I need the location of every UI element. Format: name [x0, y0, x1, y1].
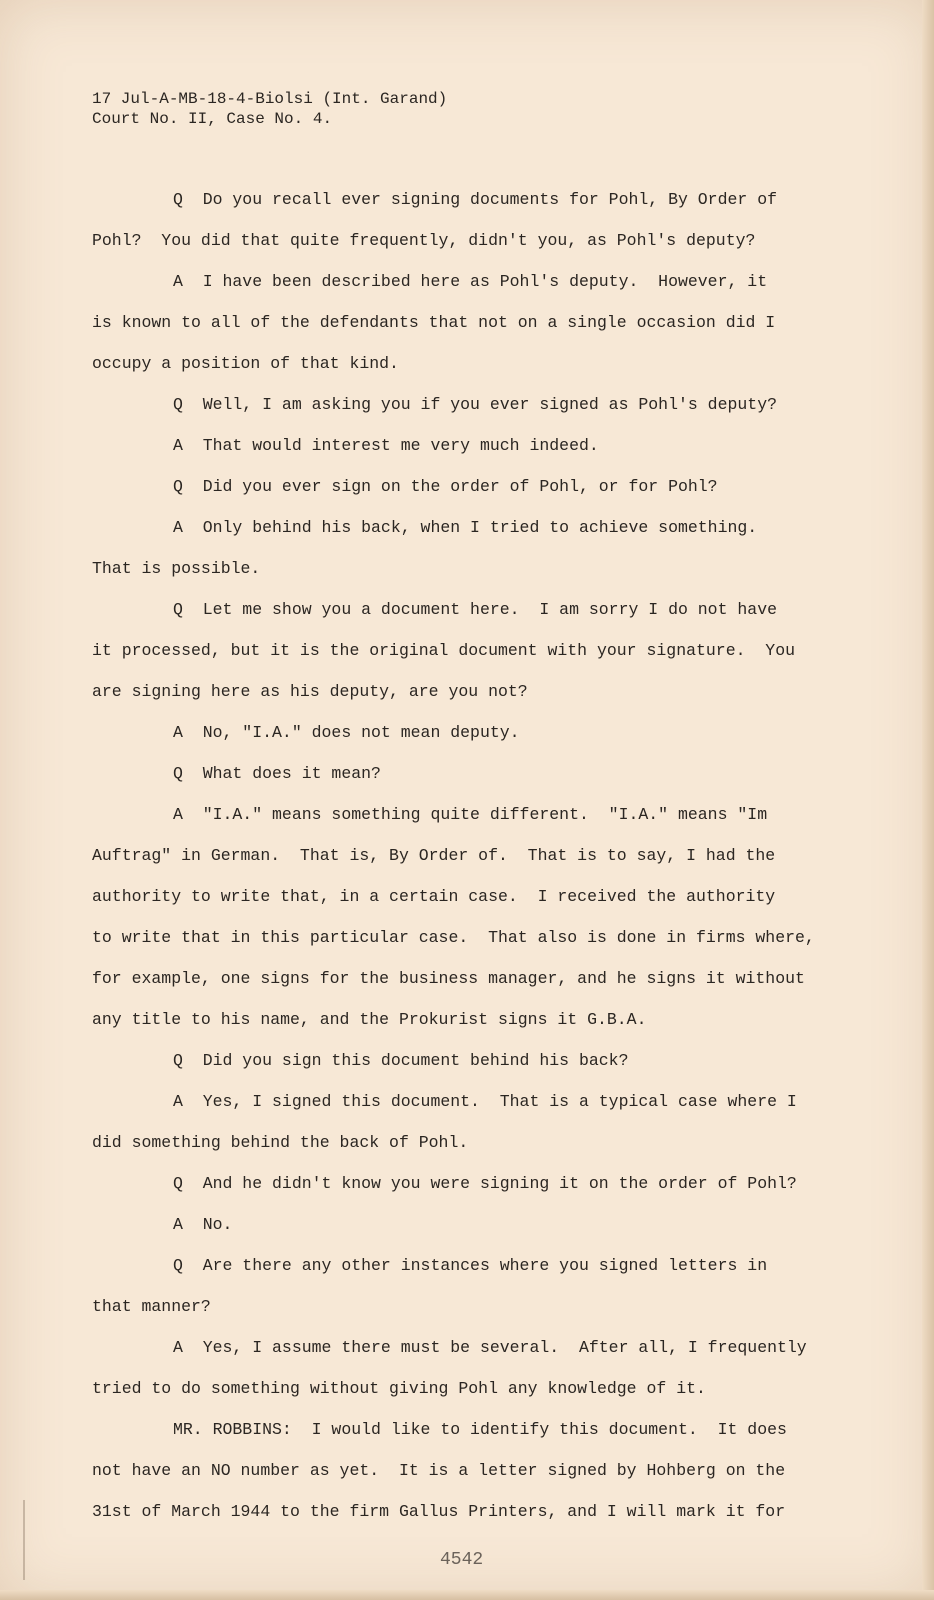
transcript-line: any title to his name, and the Prokurist signs it G.B.A. — [92, 1010, 647, 1029]
transcript-line: MR. ROBBINS: I would like to identify this document. It does — [173, 1420, 787, 1439]
transcript-line: That is possible. — [92, 559, 261, 578]
transcript-line: Auftrag" in German. That is, By Order of. That is to say, I had the — [92, 846, 776, 865]
transcript-line: Q Did you sign this document behind his back? — [173, 1051, 629, 1070]
transcript-line: A "I.A." means something quite different. "I.A." means "Im — [173, 805, 768, 824]
transcript-line: that manner? — [92, 1297, 211, 1316]
transcript-line: Q Let me show you a document here. I am sorry I do not have — [173, 600, 777, 619]
transcript-line: did something behind the back of Pohl. — [92, 1133, 469, 1152]
transcript-line: Q And he didn't know you were signing it on the order of Pohl? — [173, 1174, 797, 1193]
transcript-line: is known to all of the defendants that not on a single occasion did I — [92, 313, 776, 332]
transcript-line: to write that in this particular case. That also is done in firms where, — [92, 928, 815, 947]
transcript-line: Q Do you recall ever signing documents for Pohl, By Order of — [173, 190, 777, 209]
transcript-line: A That would interest me very much indeed. — [173, 436, 599, 455]
header-line-1: 17 Jul-A-MB-18-4-Biolsi (Int. Garand) — [92, 90, 448, 108]
transcript-line: Q What does it mean? — [173, 764, 381, 783]
transcript-line: Q Did you ever sign on the order of Pohl, or for Pohl? — [173, 477, 718, 496]
transcript-line: A No. — [173, 1215, 233, 1234]
transcript-line: Pohl? You did that quite frequently, didn't you, as Pohl's deputy? — [92, 231, 756, 250]
transcript-line: A No, "I.A." does not mean deputy. — [173, 723, 520, 742]
transcript-line: A I have been described here as Pohl's deputy. However, it — [173, 272, 768, 291]
margin-pencil-mark — [23, 1500, 25, 1580]
transcript-line: 31st of March 1944 to the firm Gallus Printers, and I will mark it for — [92, 1502, 786, 1521]
transcript-line: for example, one signs for the business manager, and he signs it without — [92, 969, 805, 988]
transcript-line: A Yes, I assume there must be several. After all, I frequently — [173, 1338, 807, 1357]
page-number: 4542 — [440, 1550, 484, 1570]
transcript-line: occupy a position of that kind. — [92, 354, 399, 373]
transcript-line: authority to write that, in a certain case. I received the authority — [92, 887, 776, 906]
transcript-line: A Only behind his back, when I tried to achieve something. — [173, 518, 758, 537]
page-edge-bottom — [0, 1590, 934, 1600]
transcript-line: Q Are there any other instances where you signed letters in — [173, 1256, 768, 1275]
transcript-line: tried to do something without giving Pohl any knowledge of it. — [92, 1379, 706, 1398]
transcript-line: not have an NO number as yet. It is a letter signed by Hohberg on the — [92, 1461, 786, 1480]
header-line-2: Court No. II, Case No. 4. — [92, 110, 333, 128]
transcript-line: it processed, but it is the original document with your signature. You — [92, 641, 796, 660]
transcript-line: are signing here as his deputy, are you not? — [92, 682, 528, 701]
transcript-line: Q Well, I am asking you if you ever signed as Pohl's deputy? — [173, 395, 777, 414]
transcript-line: A Yes, I signed this document. That is a typical case where I — [173, 1092, 797, 1111]
